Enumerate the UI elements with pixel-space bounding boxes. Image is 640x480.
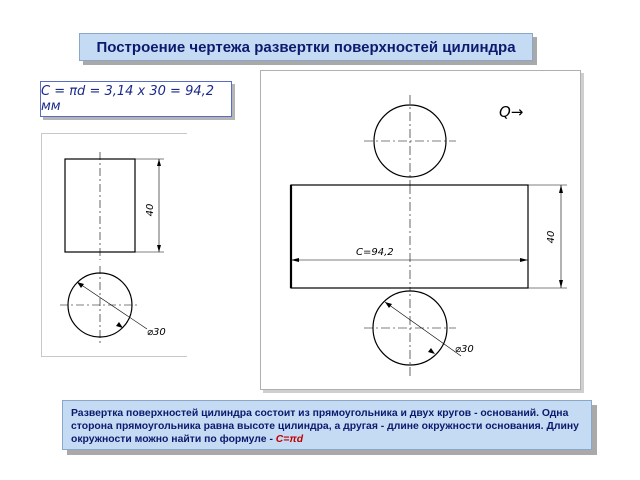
note-formula: C=πd	[275, 434, 304, 446]
development-rectangle	[291, 185, 528, 288]
explanation-note	[62, 400, 592, 450]
big-diameter-leader	[385, 302, 461, 356]
rotation-icon: Q→	[499, 103, 524, 121]
development-drawing	[261, 71, 580, 389]
big-height-label: 40	[546, 230, 557, 244]
cylinder-projection-panel	[41, 133, 187, 357]
diameter-leader	[77, 282, 147, 329]
height-arrow-top	[157, 159, 161, 166]
note-text: Развертка поверхностей цилиндра состоит из прямоугольника и двух кругов - оснований. Одна сторона прямоугольника равна высоте цилиндра, а другая - длине окружности основания. Длину окружности можно найти по формуле -	[71, 408, 579, 446]
formula-box: C = πd = 3,14 x 30 = 94,2 мм	[40, 81, 232, 117]
development-panel	[260, 70, 581, 390]
height-label: 40	[145, 203, 156, 217]
big-height-arrow-bottom	[559, 280, 563, 288]
length-label: C=94,2	[356, 247, 394, 258]
big-diameter-arrow-start	[385, 302, 392, 308]
diameter-arrow-start	[77, 282, 84, 288]
big-diameter-arrow-end	[428, 348, 435, 354]
diameter-label: ⌀30	[147, 327, 166, 338]
diameter-arrow-end	[116, 322, 123, 328]
height-arrow-bottom	[157, 245, 161, 252]
cylinder-projection-drawing	[42, 134, 187, 356]
big-diameter-label: ⌀30	[455, 344, 474, 355]
slide-title: Построение чертежа развертки поверхностей цилиндра	[79, 33, 533, 61]
big-height-arrow-top	[559, 185, 563, 193]
